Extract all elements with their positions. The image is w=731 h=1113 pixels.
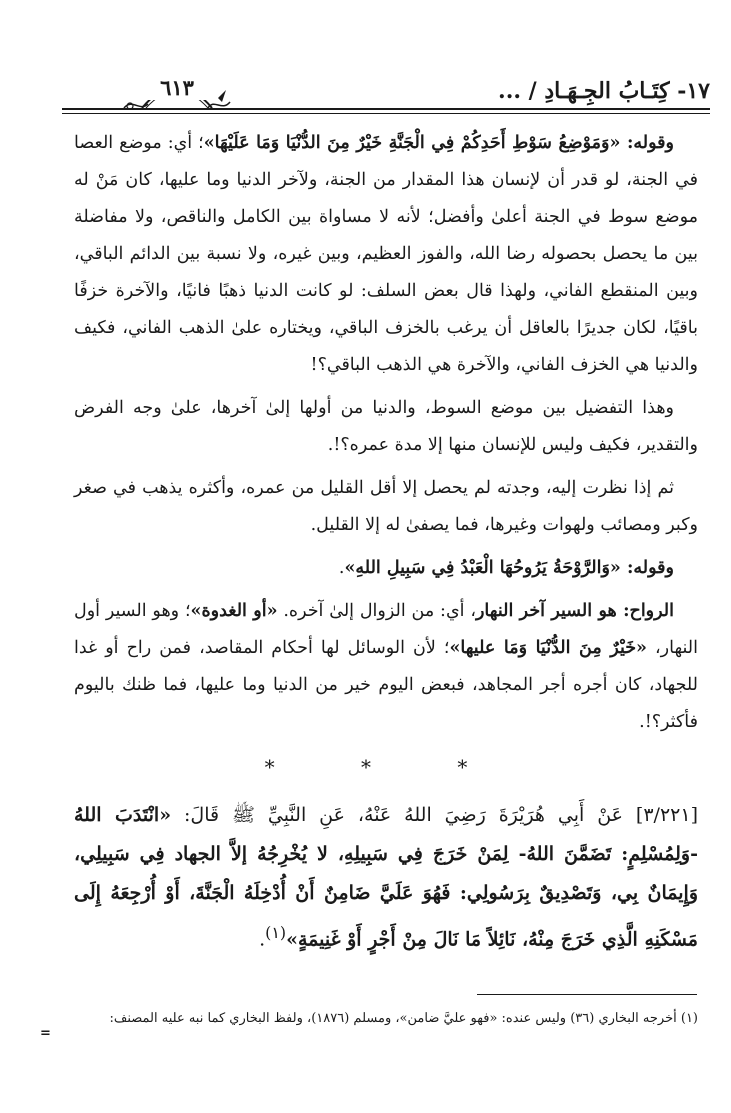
- paragraph-end: .: [338, 558, 345, 578]
- hadith-end: .: [259, 928, 266, 951]
- paragraph-text: ؛ أي: موضع العصا في الجنة، لو قدر أن لإنسان هذا المقدار من الجنة، ولآخر الدنيا وما عليها، كان مَنْ له موضع سوط في الجنة أعلىٰ وأفضل؛ لأنه لا مساواة بين الكامل والناقص، ولا مفاضلة بين ما يحصل بحصوله رضا الله، والفوز العظيم، وبين غيره، ولا نسبة بين الدائم الباقي، وبين المنقطع الفاني، ولهذا قال بعض السلف: لو كانت الدنيا ذهبًا فانيًا، والآخرة خزفًا باقيًا، لكان جديرًا بالعاقل أن يرغب بالخزف الباقي، ويختاره علىٰ الذهب الفاني، فكيف والدنيا هي الخزف الفاني، والآخرة هي الذهب الباقي؟!: [74, 133, 698, 375]
- hadith-isnad: عَنْ أَبِي هُرَيْرَةَ رَضِيَ اللهُ عَنْهُ، عَنِ النَّبِيِّ ﷺ قَالَ:: [171, 804, 636, 826]
- paragraph-text: ، أي: من الزوال إلىٰ آخره.: [277, 601, 476, 621]
- page-number: ٦١٣: [146, 75, 208, 100]
- hadith: [74, 796, 698, 959]
- footnote-continuation-mark: =: [40, 1026, 51, 1041]
- quoted-phrase: «وَمَوْضِعُ سَوْطِ أَحَدِكُمْ فِي الْجَنَّةِ خَيْرٌ مِنَ الدُّنْيَا وَمَا عَلَيْهَا»: [203, 133, 621, 153]
- page-number-ornament: [122, 68, 232, 112]
- paragraph-text: ؛ لأن الوسائل لها أحكام المقاصد، فمن راح أو غدا للجهاد، كان أجره أجر المجاهد، فبعض اليوم خير من الدنيا وما عليها، فما ظنك باليوم فأكثر؟!.: [74, 638, 698, 732]
- page-header: [62, 66, 710, 116]
- footnote: (١) أخرجه البخاري (٣٦) وليس عنده: «فهو عليَّ ضامن»، ومسلم (١٨٧٦)، ولفظ البخاري كما نبه عليه المصنف:: [109, 1011, 698, 1026]
- footnote-ref: (١): [265, 923, 287, 942]
- section-separator: * * *: [264, 755, 508, 779]
- quoted-phrase: «وَالرَّوْحَةُ يَرُوحُهَا الْعَبْدُ فِي سَبِيلِ اللهِ»: [344, 558, 621, 578]
- paragraph: [74, 593, 698, 741]
- paragraph: [74, 125, 698, 384]
- quoted-phrase: «خَيْرٌ مِنَ الدُّنْيَا وَمَا عليها»: [449, 638, 647, 658]
- header-rule-thin: [62, 113, 710, 114]
- lead-word: وقوله:: [620, 558, 674, 578]
- paragraph: وهذا التفضيل بين موضع السوط، والدنيا من أولها إلىٰ آخرها، علىٰ وجه الفرض والتقدير، فكيف وليس للإنسان منها إلا مدة عمره؟!.: [74, 398, 698, 455]
- chapter-title: ١٧- كِتَـابُ الجِـهَـادِ / ...: [498, 78, 710, 104]
- paragraph: ثم إذا نظرت إليه، وجدته لم يحصل إلا أقل القليل من عمره، وأكثره يذهب في صغر وكبر ومصائب ولهوات وغيرها، فما يصفىٰ له إلا القليل.: [74, 478, 698, 535]
- term: «أو الغدوة»: [190, 601, 278, 621]
- paragraph-text: ؛ وهو السير أول النهار،: [74, 601, 698, 658]
- lead-word: وقوله:: [620, 133, 674, 153]
- hadith-number: [٣/٢٢١]: [635, 804, 698, 826]
- footnote-divider: [477, 994, 697, 995]
- main-text: [74, 125, 698, 965]
- paragraph: [74, 550, 698, 587]
- hadith-matn: «انْتَدَبَ اللهُ -وَلِمُسْلِمٍ: تَضَمَّنَ اللهُ- لِمَنْ خَرَجَ فِي سَبِيلِهِ، لا يُخْرِجُهُ إلاَّ الجهاد فِي سَبِيلِي، وَإِيمَانٌ بِي، وَتَصْدِيقٌ بِرَسُولِي: فَهُوَ عَلَيَّ ضَامِنٌ أَنْ أُدْخِلَهُ الْجَنَّةَ، أَوْ أُرْجِعَهُ إِلَى مَسْكَنِهِ الَّذِي خَرَجَ مِنْهُ، نَائِلاً مَا نَالَ مِنْ أَجْرٍ أَوْ غَنِيمَةٍ»: [74, 804, 698, 951]
- term: الرواح: هو السير آخر النهار: [475, 601, 674, 621]
